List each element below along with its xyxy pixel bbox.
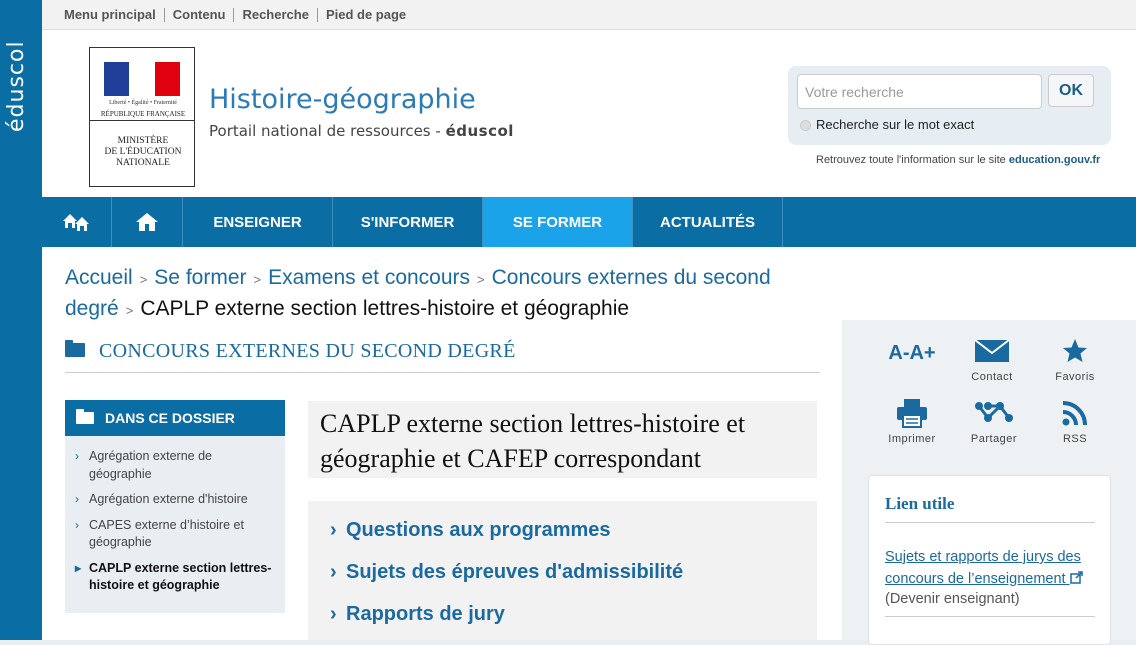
site-subtitle xyxy=(209,122,514,140)
dossier-item-label: Agrégation externe de géographie xyxy=(89,449,213,481)
dossier-item-label: CAPLP externe section lettres-histoire et géographie xyxy=(89,560,272,592)
breadcrumb-separator-icon: > xyxy=(125,303,134,318)
dossier-item-caplp[interactable] xyxy=(75,560,275,595)
brand-logo-text: éduscol xyxy=(4,40,29,132)
search-ok-button[interactable]: OK xyxy=(1048,74,1094,107)
nav-enseigner[interactable]: ENSEIGNER xyxy=(183,197,333,247)
dossier-header xyxy=(65,400,285,436)
dossier-panel xyxy=(65,400,285,613)
link-label: Rapports de jury xyxy=(346,603,505,625)
divider xyxy=(885,616,1095,617)
skip-link-menu[interactable]: Menu principal xyxy=(64,8,165,22)
rss-label: RSS xyxy=(1062,433,1088,445)
logo-republic: RÉPUBLIQUE FRANÇAISE xyxy=(100,110,186,118)
site-title[interactable]: Histoire-géographie xyxy=(209,84,476,115)
nav-se-former[interactable]: SE FORMER xyxy=(483,197,633,247)
site-subtitle-text: Portail national de ressources - xyxy=(209,122,446,140)
ministry-logo[interactable] xyxy=(89,47,195,187)
education-site-link[interactable]: education.gouv.fr xyxy=(1008,154,1101,166)
imprimer-label: Imprimer xyxy=(888,433,936,445)
breadcrumb-concours[interactable]: Concours externes du second degré xyxy=(65,266,771,320)
skip-link-pied[interactable]: Pied de page xyxy=(325,6,407,22)
folder-icon xyxy=(65,343,85,357)
education-site-text: Retrouvez toute l'information sur le site xyxy=(816,154,1009,166)
section-title: CONCOURS EXTERNES DU SECOND DEGRÉ xyxy=(99,340,516,362)
dossier-list xyxy=(65,436,285,595)
dossier-item-agregation-hist[interactable] xyxy=(75,491,275,509)
site-subtitle-brand: éduscol xyxy=(445,122,514,140)
link-label: Questions aux programmes xyxy=(346,519,611,541)
tools-panel xyxy=(842,320,1136,460)
brand-sidebar[interactable] xyxy=(0,0,42,640)
favoris-tool[interactable] xyxy=(1035,336,1115,383)
breadcrumb-accueil[interactable]: Accueil xyxy=(65,266,133,289)
chevron-right-icon: › xyxy=(75,492,79,506)
contact-label: Contact xyxy=(971,371,1013,383)
dossier-item-agregation-geo[interactable] xyxy=(75,448,275,483)
breadcrumb-separator-icon: > xyxy=(253,272,262,287)
skip-link-contenu[interactable]: Contenu xyxy=(165,8,235,22)
nav-actualites[interactable]: ACTUALITÉS xyxy=(633,197,783,247)
link-sujets-admissibilite[interactable] xyxy=(330,551,795,593)
breadcrumb-current: CAPLP externe section lettres-histoire et géographie xyxy=(140,297,630,320)
search-panel xyxy=(788,66,1111,145)
chevron-right-icon: › xyxy=(330,519,337,541)
search-input[interactable]: Votre recherche xyxy=(797,74,1042,109)
education-site-note xyxy=(816,154,1100,166)
link-rapports-jury[interactable] xyxy=(330,593,795,635)
dossier-item-capes[interactable] xyxy=(75,517,275,552)
breadcrumb-se-former[interactable]: Se former xyxy=(154,266,247,289)
link-label: Sujets des épreuves d'admissibilité xyxy=(346,561,684,583)
page xyxy=(42,0,1136,640)
imprimer-tool[interactable] xyxy=(872,398,952,445)
exact-match-radio[interactable] xyxy=(800,120,811,131)
chevron-right-icon: › xyxy=(330,561,337,583)
logo-divider xyxy=(90,120,194,121)
font-size-tool[interactable] xyxy=(872,338,952,368)
section-header xyxy=(65,340,820,373)
article-links xyxy=(308,501,817,640)
share-network-icon xyxy=(954,398,1034,428)
partager-label: Partager xyxy=(970,433,1018,445)
dossier-title: DANS CE DOSSIER xyxy=(105,410,235,426)
french-flag-icon xyxy=(104,62,180,96)
breadcrumb-examens[interactable]: Examens et concours xyxy=(268,266,471,289)
article-title: CAPLP externe section lettres-histoire et géographie et CAFEP correspondant xyxy=(308,401,817,478)
external-link-icon xyxy=(1070,571,1083,584)
envelope-icon xyxy=(952,336,1032,366)
rss-tool[interactable] xyxy=(1035,398,1115,445)
star-icon xyxy=(1035,336,1115,366)
folder-icon xyxy=(76,412,94,424)
link-questions-programmes[interactable] xyxy=(330,509,795,551)
lien-utile-link[interactable] xyxy=(885,546,1100,590)
right-column xyxy=(842,320,1136,640)
main-nav xyxy=(42,197,1136,247)
font-size-icon: A-A+ xyxy=(888,341,936,364)
skip-links xyxy=(42,0,1136,30)
exact-match-label: Recherche sur le mot exact xyxy=(816,117,975,132)
lien-utile-title: Lien utile xyxy=(885,494,955,513)
logo-ministry: MINISTÈRE DE L'ÉDUCATION NATIONALE xyxy=(104,136,182,168)
nav-home-icon[interactable] xyxy=(112,197,183,247)
chevron-right-icon: › xyxy=(330,603,337,625)
chevron-right-icon: › xyxy=(75,449,79,463)
skip-link-recherche[interactable]: Recherche xyxy=(234,8,317,22)
breadcrumb xyxy=(65,263,835,325)
breadcrumb-separator-icon: > xyxy=(139,272,148,287)
triangle-right-icon: ▸ xyxy=(75,560,82,575)
rss-icon xyxy=(1035,398,1115,428)
lien-utile-sub: (Devenir enseignant) xyxy=(885,591,1020,607)
breadcrumb-separator-icon: > xyxy=(477,272,485,287)
divider xyxy=(885,522,1095,523)
logo-motto: Liberté • Égalité • Fraternité xyxy=(109,100,177,106)
favoris-label: Favoris xyxy=(1055,371,1095,383)
dossier-item-label: Agrégation externe d'histoire xyxy=(89,492,248,506)
lien-utile-card xyxy=(868,475,1111,645)
printer-icon xyxy=(872,398,952,428)
nav-sinformer[interactable]: S'INFORMER xyxy=(333,197,483,247)
nav-home-network-icon[interactable] xyxy=(42,197,112,247)
dossier-item-label: CAPES externe d’histoire et géographie xyxy=(89,517,244,549)
lien-utile-link-label: Sujets et rapports de jurys des concours de l’enseignement xyxy=(885,549,1081,587)
chevron-right-icon: › xyxy=(75,517,79,532)
contact-tool[interactable] xyxy=(952,336,1032,383)
partager-tool[interactable] xyxy=(954,398,1034,445)
